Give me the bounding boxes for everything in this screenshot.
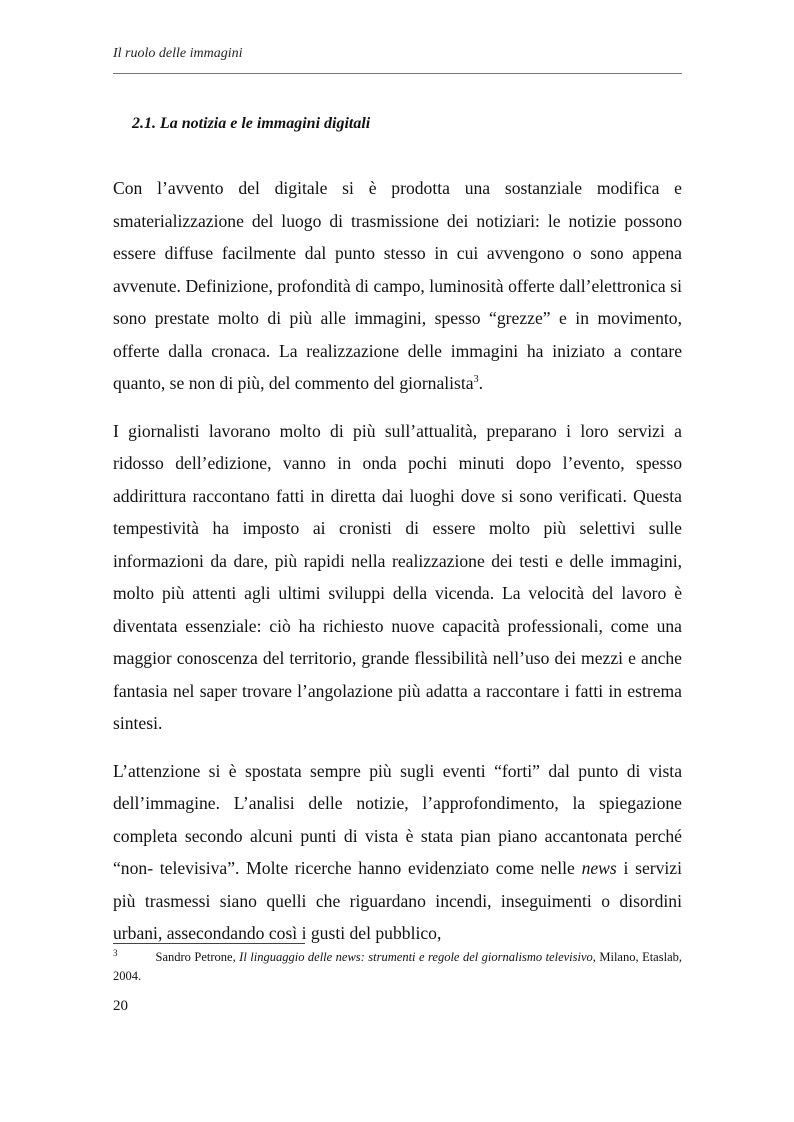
paragraph-2: I giornalisti lavorano molto di più sull’attualità, preparano i loro servizi a ridosso dell’edizione, vanno in onda pochi minuti dopo l’evento, spesso addirittura raccontano fatti in diretta dai luoghi dove si sono verificati. Questa tempestività ha imposto ai cronisti di essere molto più selettivi sulle informazioni da dare, più rapidi nella realizzazione dei testi e delle immagini, molto più attenti agli ultimi sviluppi della vicenda. La velocità del lavoro è diventata essenziale: ciò ha richiesto nuove capacità professionali, come una maggior conoscenza del territorio, grande flessibilità nell’uso dei mezzi e anche fantasia nel saper trovare l’angolazione più adatta a raccontare i fatti in estrema sintesi. (113, 420, 682, 733)
italic-term-news: news (581, 858, 617, 878)
body-text (113, 172, 682, 965)
page-number: 20 (113, 998, 128, 1014)
paragraph-3 (113, 755, 682, 950)
paragraph-1 (113, 172, 682, 400)
running-header: Il ruolo delle immagini (113, 46, 243, 61)
footnote-author: Sandro Petrone, (155, 950, 240, 964)
footnote-book-title: Il linguaggio delle news: strumenti e regole del giornalismo televisivo (239, 950, 593, 964)
section-title: 2.1. La notizia e le immagini digitali (132, 115, 371, 132)
paragraph-1-text: Con l’avvento del digitale si è prodotta una sostanziale modifica e smaterializzazione del luogo di trasmissione dei notiziari: le notizie possono essere diffuse facilmente dal punto stesso in cui avvengono o sono appena avvenute. Definizione, profondità di campo, luminosità offerte dall’elettronica si sono prestate molto di più alle immagini, spesso “grezze” e in movimento, offerte dalla cronaca. La realizzazione delle immagini ha iniziato a contare quanto, se non di più, del commento del giornalista (113, 178, 682, 393)
footnote-number: 3 (113, 947, 118, 958)
header-divider (113, 73, 682, 74)
paragraph-1-end: . (478, 373, 484, 393)
footnote-publisher: , Milano, Etaslab, 2004. (113, 950, 682, 983)
paragraph-3-end: i servizi più trasmessi siano quelli che riguardano incendi, inseguimenti o disordini urbani, assecondando così i gusti del pubblico, (113, 858, 682, 943)
paragraph-3-start: L’attenzione si è spostata sempre più sugli eventi “forti” dal punto di vista dell’immagine. L’analisi delle notizie, l’approfondimento, la spiegazione completa secondo alcuni punti di vista è stata pian piano accantonata perché “non- televisiva”. Molte ricerche hanno evidenziato come nelle (113, 760, 682, 878)
footnote-reference[interactable]: 3 (473, 374, 479, 386)
footnote-divider (113, 943, 305, 944)
footnote (113, 948, 682, 986)
